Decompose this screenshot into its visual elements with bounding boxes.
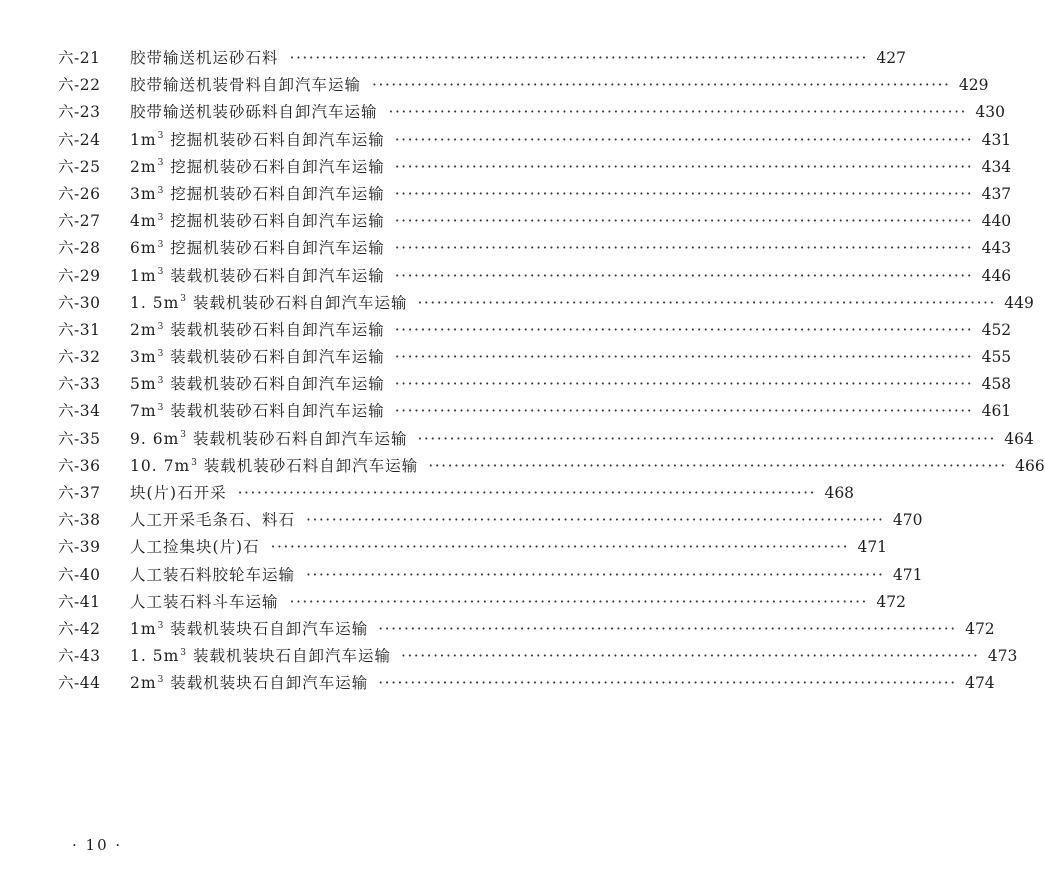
entry-number: 六-33 (58, 375, 101, 394)
dot-leader: ·························································································· (417, 293, 996, 312)
toc-entry (58, 208, 1012, 235)
entry-page-number: 446 (981, 266, 1012, 285)
toc-entry (58, 317, 1012, 344)
toc-entry (58, 398, 1012, 425)
page-number-footer: · 10 · (72, 836, 123, 854)
entry-page-number: 464 (1004, 429, 1034, 448)
toc-entry (58, 562, 923, 589)
toc-entry (58, 72, 989, 99)
entry-page-number: 440 (981, 212, 1012, 231)
toc-entry (58, 45, 906, 72)
entry-title: $2m^3$ 挖掘机装砂石料自卸汽车运输 (130, 157, 385, 176)
entry-page-number: 437 (981, 184, 1012, 203)
superscript: 3 (191, 457, 198, 468)
entry-number: 六-28 (58, 239, 101, 258)
entry-title: $3m^3$ 装载机装砂石料自卸汽车运输 (130, 348, 385, 367)
entry-title: 胶带输送机装骨料自卸汽车运输 (130, 76, 362, 95)
entry-number: 六-35 (58, 429, 101, 448)
entry-title: $3m^3$ 挖掘机装砂石料自卸汽车运输 (130, 184, 385, 203)
toc-entry (58, 643, 1018, 670)
toc-entry (58, 616, 995, 643)
entry-title: $1m^3$ 挖掘机装砂石料自卸汽车运输 (130, 130, 385, 149)
dot-leader: ·························································································· (378, 674, 957, 693)
toc-entry (58, 507, 923, 534)
entry-page-number: 472 (876, 592, 906, 611)
entry-title: 块(片)石开采 (130, 484, 227, 502)
dot-leader: ·························································································· (428, 456, 1007, 475)
entry-title: $2m^3$ 装载机装块石自卸汽车运输 (130, 674, 369, 693)
entry-title: 人工捡集块(片)石 (130, 538, 260, 557)
entry-number: 六-38 (58, 511, 101, 530)
dot-leader: ·························································································· (306, 565, 885, 584)
superscript: 3 (157, 158, 165, 169)
entry-page-number: 472 (965, 619, 995, 638)
entry-title: 1. $5m^3$ 装载机装块石自卸汽车运输 (130, 647, 391, 666)
superscript: 3 (157, 321, 165, 332)
dot-leader: ·························································································· (394, 375, 974, 394)
superscript: 3 (180, 647, 188, 658)
entry-title: 人工装石料斗车运输 (130, 592, 279, 611)
entry-page-number: 471 (892, 565, 923, 584)
entry-number: 六-34 (58, 402, 101, 421)
superscript: 3 (157, 185, 165, 196)
entry-number: 六-43 (58, 647, 101, 666)
entry-page-number: 455 (981, 348, 1012, 367)
dot-leader: ·························································································· (394, 157, 974, 176)
entry-page-number: 473 (987, 647, 1018, 666)
toc-entry (58, 589, 906, 616)
entry-page-number: 443 (981, 239, 1012, 258)
toc-entry (58, 426, 1034, 453)
toc-entry (58, 235, 1012, 262)
dot-leader: ·························································································· (388, 103, 967, 122)
entry-page-number: 430 (975, 103, 1005, 122)
entry-number: 六-37 (58, 484, 101, 502)
entry-page-number: 468 (824, 484, 855, 502)
superscript: 3 (157, 375, 165, 386)
toc-entry (58, 534, 888, 561)
toc-entry (58, 290, 1034, 317)
entry-number: 六-24 (58, 130, 101, 149)
toc-entry (58, 371, 1012, 398)
superscript: 3 (157, 212, 165, 223)
entry-number: 六-25 (58, 157, 101, 176)
entry-title: $1m^3$ 装载机装块石自卸汽车运输 (130, 619, 369, 638)
superscript: 3 (157, 403, 165, 414)
entry-number: 六-30 (58, 293, 101, 312)
superscript: 3 (157, 675, 165, 686)
entry-title: $5m^3$ 装载机装砂石料自卸汽车运输 (130, 375, 385, 394)
entry-page-number: 461 (981, 402, 1012, 421)
toc-entry (58, 181, 1012, 208)
entry-number: 六-41 (58, 592, 101, 611)
entry-title: 10. $7m^3$ 装载机装砂石料自卸汽车运输 (130, 456, 419, 475)
entry-title: $1m^3$ 装载机装砂石料自卸汽车运输 (130, 266, 385, 285)
entry-title: 9. $6m^3$ 装载机装砂石料自卸汽车运输 (130, 429, 408, 448)
entry-number: 六-26 (58, 184, 101, 203)
entry-number: 六-22 (58, 76, 101, 95)
entry-page-number: 449 (1004, 293, 1034, 312)
dot-leader: ·························································································· (394, 320, 974, 339)
dot-leader: ·························································································· (394, 402, 974, 421)
entry-page-number: 474 (965, 674, 995, 693)
dot-leader: ·························································································· (394, 184, 974, 203)
dot-leader: ·························································································· (394, 130, 974, 149)
toc-entry (58, 453, 1045, 480)
entry-number: 六-40 (58, 565, 101, 584)
entry-page-number: 466 (1015, 456, 1045, 475)
dot-leader: ·························································································· (289, 49, 868, 67)
dot-leader: ·························································································· (237, 484, 817, 502)
superscript: 3 (157, 240, 165, 251)
entry-page-number: 429 (958, 76, 989, 95)
superscript: 3 (157, 620, 165, 631)
superscript: 3 (180, 430, 188, 441)
superscript: 3 (157, 131, 165, 142)
entry-number: 六-32 (58, 348, 101, 367)
entry-page-number: 470 (892, 511, 923, 530)
dot-leader: ·························································································· (417, 429, 996, 448)
dot-leader: ·························································································· (394, 348, 974, 367)
dot-leader: ·························································································· (394, 212, 974, 231)
toc-entry (58, 670, 995, 697)
dot-leader: ·························································································· (378, 619, 957, 638)
entry-number: 六-27 (58, 212, 101, 231)
entry-number: 六-31 (58, 320, 101, 339)
dot-leader: ·························································································· (270, 538, 850, 557)
entry-title: 1. $5m^3$ 装载机装砂石料自卸汽车运输 (130, 293, 408, 312)
entry-page-number: 471 (857, 538, 888, 557)
entry-title: 人工装石料胶轮车运输 (130, 565, 296, 584)
entry-title: $7m^3$ 装载机装砂石料自卸汽车运输 (130, 402, 385, 421)
entry-title: 胶带输送机运砂石料 (130, 49, 279, 67)
dot-leader: ·························································································· (394, 266, 974, 285)
entry-title: $2m^3$ 装载机装砂石料自卸汽车运输 (130, 320, 385, 339)
toc-entry (58, 344, 1012, 371)
entry-page-number: 427 (876, 49, 906, 67)
entry-number: 六-42 (58, 619, 101, 638)
superscript: 3 (157, 267, 165, 278)
toc-entry (58, 127, 1012, 154)
dot-leader: ·························································································· (289, 592, 868, 611)
entry-number: 六-44 (58, 674, 101, 693)
entry-number: 六-29 (58, 266, 101, 285)
entry-number: 六-36 (58, 456, 101, 475)
entry-number: 六-39 (58, 538, 101, 557)
entry-title: $4m^3$ 挖掘机装砂石料自卸汽车运输 (130, 212, 385, 231)
table-of-contents (58, 45, 1045, 698)
entry-page-number: 452 (981, 320, 1012, 339)
entry-title: 胶带输送机装砂砾料自卸汽车运输 (130, 103, 378, 122)
toc-entry (58, 263, 1012, 290)
dot-leader: ·························································································· (400, 647, 980, 666)
toc-entry (58, 99, 1005, 126)
entry-title: $6m^3$ 挖掘机装砂石料自卸汽车运输 (130, 239, 385, 258)
entry-title: 人工开采毛条石、料石 (130, 511, 296, 530)
toc-entry (58, 154, 1012, 181)
toc-entry (58, 480, 855, 507)
dot-leader: ·························································································· (394, 239, 974, 258)
entry-page-number: 458 (981, 375, 1012, 394)
dot-leader: ·························································································· (372, 76, 951, 95)
entry-number: 六-21 (58, 49, 101, 67)
entry-page-number: 431 (981, 130, 1012, 149)
entry-number: 六-23 (58, 103, 101, 122)
superscript: 3 (180, 294, 188, 305)
dot-leader: ·························································································· (306, 511, 885, 530)
superscript: 3 (157, 348, 165, 359)
entry-page-number: 434 (981, 157, 1012, 176)
